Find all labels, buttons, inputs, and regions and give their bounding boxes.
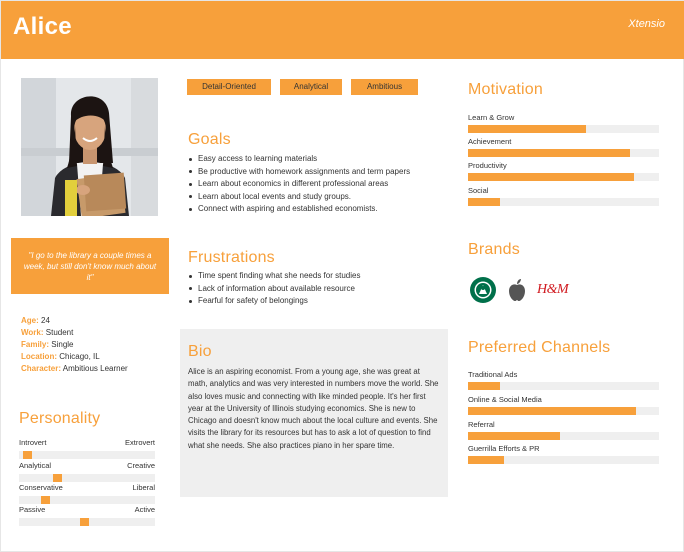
bar-fill: [468, 456, 504, 464]
tag-ambitious: Ambitious: [351, 79, 418, 95]
trait-slider-knob: [23, 451, 32, 459]
trait-right-label: Creative: [127, 461, 155, 470]
fact-family: [21, 339, 171, 351]
starbucks-logo: [469, 276, 497, 304]
list-item: Learn about local events and study groups.: [187, 191, 410, 204]
bar-track: [468, 125, 659, 133]
fact-character: [21, 363, 171, 375]
fact-label: Location:: [21, 352, 57, 361]
trait-left-label: Introvert: [19, 438, 47, 447]
bar-track: [468, 456, 659, 464]
trait-slider-knob: [53, 474, 62, 482]
trait-slider-track: [19, 518, 155, 526]
bar-track: [468, 173, 659, 181]
motivation-achievement: [468, 137, 659, 157]
trait-analytical-creative: [19, 461, 155, 482]
bar-fill: [468, 432, 560, 440]
fact-value: Student: [45, 328, 74, 337]
persona-facts: [21, 315, 171, 375]
persona-name: Alice: [13, 13, 72, 40]
bio-text: Alice is an aspiring economist. From a young age, she was great at math, analytics and was very interested in numbers move the world. She also loves music and connecting with like minded people. It's her first year at the University of Illinois studying economics. She is new to Chicago and doesn't know much about the local culture and events. She visits the library for its resources but has to ask a lot of question to find what she needs. She also practices piano in her spare time.: [188, 367, 439, 450]
fact-value: Single: [51, 340, 74, 349]
fact-label: Work:: [21, 328, 44, 337]
bar-fill: [468, 382, 500, 390]
personality-title: Personality: [19, 410, 101, 427]
bar-fill: [468, 198, 500, 206]
bar-label: Achievement: [468, 137, 512, 146]
tag-detail-oriented: Detail-Oriented: [187, 79, 271, 95]
list-item: Be productive with homework assignments and term papers: [187, 166, 410, 179]
apple-logo: [507, 278, 527, 302]
persona-quote: "I go to the library a couple times a week, but still don't know much about it": [11, 238, 169, 294]
bar-label: Referral: [468, 420, 495, 429]
channel-referral: [468, 420, 659, 440]
bar-track: [468, 149, 659, 157]
fact-location: [21, 351, 171, 363]
trait-left-label: Conservative: [19, 483, 63, 492]
bar-track: [468, 407, 659, 415]
fact-value: Chicago, IL: [59, 352, 100, 361]
fact-label: Age:: [21, 316, 39, 325]
bar-label: Learn & Grow: [468, 113, 515, 122]
persona-photo-illustration: [21, 78, 158, 216]
header-bar: [1, 1, 684, 59]
motivation-social: [468, 186, 659, 206]
hm-logo: H&M: [537, 282, 569, 297]
fact-value: Ambitious Learner: [62, 364, 128, 373]
frustrations-list: [187, 270, 360, 308]
goals-title: Goals: [188, 131, 231, 148]
tag-analytical: Analytical: [280, 79, 342, 95]
bar-label: Online & Social Media: [468, 395, 542, 404]
channel-traditional-ads: [468, 370, 659, 390]
trait-passive-active: [19, 505, 155, 526]
motivation-productivity: [468, 161, 659, 181]
trait-slider-knob: [80, 518, 89, 526]
bar-fill: [468, 149, 630, 157]
bar-fill: [468, 173, 634, 181]
motivation-learn-grow: [468, 113, 659, 133]
channel-online-social: [468, 395, 659, 415]
fact-label: Family:: [21, 340, 50, 349]
trait-right-label: Active: [134, 505, 155, 514]
goals-list: [187, 153, 410, 216]
brand-logos: [469, 276, 568, 304]
trait-slider-track: [19, 451, 155, 459]
fact-value: 24: [41, 316, 50, 325]
channels-title: Preferred Channels: [468, 339, 611, 356]
fact-work: [21, 327, 171, 339]
bar-label: Social: [468, 186, 489, 195]
list-item: Easy access to learning materials: [187, 153, 410, 166]
trait-slider-knob: [41, 496, 50, 504]
brand-logo: Xtensio: [628, 18, 665, 30]
bar-track: [468, 382, 659, 390]
persona-photo: [21, 78, 158, 216]
bar-fill: [468, 407, 636, 415]
fact-age: [21, 315, 171, 327]
list-item: Learn about economics in different professional areas: [187, 178, 410, 191]
channel-guerrilla-pr: [468, 444, 659, 464]
trait-slider-track: [19, 474, 155, 482]
motivation-title: Motivation: [468, 81, 543, 98]
trait-tags: [187, 79, 418, 95]
bar-label: Traditional Ads: [468, 370, 518, 379]
trait-left-label: Passive: [19, 505, 46, 514]
trait-slider-track: [19, 496, 155, 504]
bar-track: [468, 432, 659, 440]
list-item: Time spent finding what she needs for studies: [187, 270, 360, 283]
frustrations-title: Frustrations: [188, 249, 275, 266]
bar-label: Guerrilla Efforts & PR: [468, 444, 540, 453]
bar-fill: [468, 125, 586, 133]
bar-label: Productivity: [468, 161, 507, 170]
trait-right-label: Liberal: [132, 483, 155, 492]
list-item: Lack of information about available resource: [187, 283, 360, 296]
bio-title: Bio: [188, 343, 212, 360]
bar-track: [468, 198, 659, 206]
trait-introvert-extrovert: [19, 438, 155, 459]
brands-title: Brands: [468, 241, 520, 258]
list-item: Connect with aspiring and established economists.: [187, 203, 410, 216]
trait-conservative-liberal: [19, 483, 155, 504]
fact-label: Character:: [21, 364, 62, 373]
list-item: Fearful for safety of belongings: [187, 295, 360, 308]
trait-right-label: Extrovert: [124, 438, 155, 447]
trait-left-label: Analytical: [19, 461, 52, 470]
